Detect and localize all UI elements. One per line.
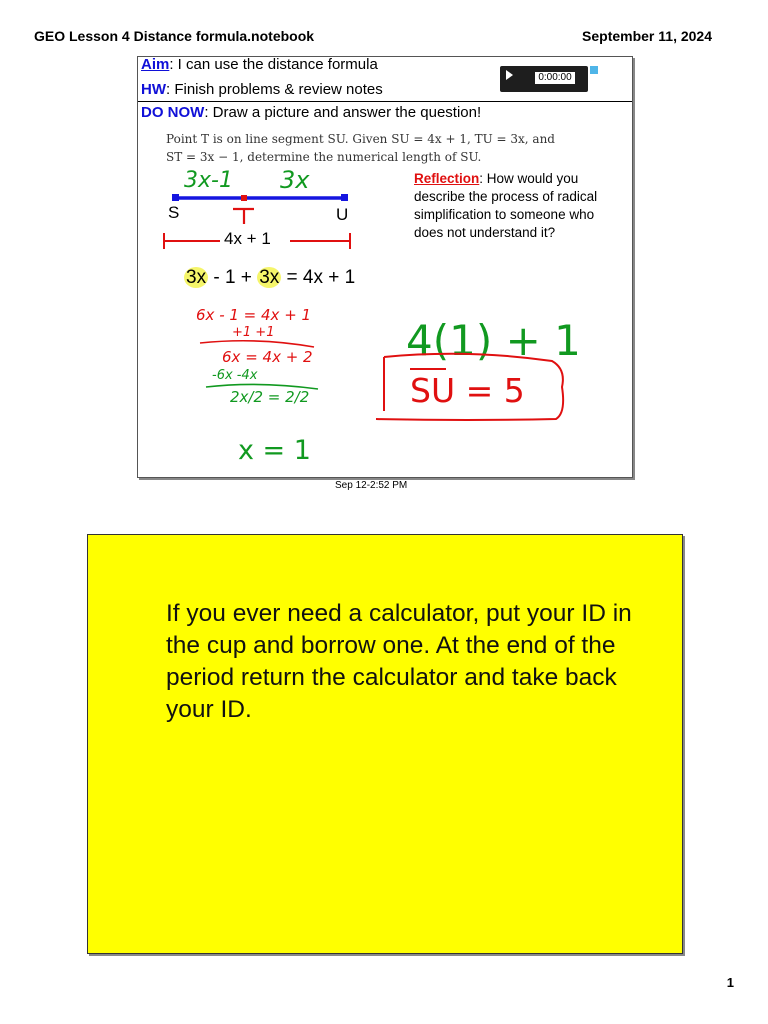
label-st: 3x-1 [184, 168, 233, 193]
hand-rule-1 [200, 341, 314, 347]
point-s-label: S [168, 203, 180, 222]
slide-do-now [137, 56, 633, 478]
slide-timestamp: Sep 12-2:52 PM [335, 480, 408, 491]
calculator-policy-text: If you ever need a calculator, put your ID in the cup and borrow one. At the end of the period return the calculator and take back your ID. [166, 600, 632, 723]
segment-endpoint-s [172, 194, 179, 201]
segment-endpoint-u [341, 194, 348, 201]
handwritten-t [233, 209, 254, 224]
hand-line-1: 6x - 1 = 4x + 1 [196, 306, 312, 324]
problem-line-1: Point T is on line segment SU. Given SU = 4x + 1, TU = 3x, and [166, 132, 555, 146]
homework-label: HW [141, 81, 166, 98]
do-now-label: DO NOW [141, 104, 205, 121]
answer-value: SU = 5 [410, 371, 525, 410]
page-number: 1 [726, 975, 734, 990]
hand-line-5: 2x/2 = 2/2 [230, 388, 310, 406]
hand-line-3: 6x = 4x + 2 [222, 348, 313, 366]
aim-label[interactable]: Aim [141, 56, 170, 73]
hand-line-6: x = 1 [238, 435, 311, 466]
hand-line-2: +1 +1 [232, 325, 275, 340]
segment-length-label: 4x + 1 [224, 229, 271, 248]
label-tu: 3x [280, 166, 310, 194]
notebook-title: GEO Lesson 4 Distance formula.notebook [34, 28, 315, 44]
highlighted-term-2: 3x [259, 267, 280, 288]
equation-setup [184, 267, 355, 289]
slide-calculator-note [87, 534, 683, 954]
equation-part-1: - 1 + [208, 267, 258, 288]
reflection-label: Reflection [414, 171, 480, 186]
reflection-text: : How would you describe the process of radical simplification to someone who does not understand it? [414, 171, 598, 240]
hand-line-4: -6x -4x [212, 368, 258, 383]
notebook-date: September 11, 2024 [582, 28, 712, 44]
timer-display: 0:00:00 [535, 72, 575, 84]
reflection-prompt [414, 170, 626, 242]
point-u-label: U [336, 205, 349, 224]
equation-part-2: = 4x + 1 [281, 267, 356, 288]
highlighted-term-1: 3x [186, 267, 207, 288]
problem-line-2: ST = 3x − 1, determine the numerical length of SU. [166, 150, 482, 164]
homework-text: : Finish problems & review notes [166, 81, 383, 98]
do-now-text: : Draw a picture and answer the question! [204, 104, 482, 121]
segment-point-t [241, 195, 247, 201]
answer-expression: 4(1) + 1 [406, 316, 581, 365]
aim-text: : I can use the distance formula [169, 56, 378, 73]
